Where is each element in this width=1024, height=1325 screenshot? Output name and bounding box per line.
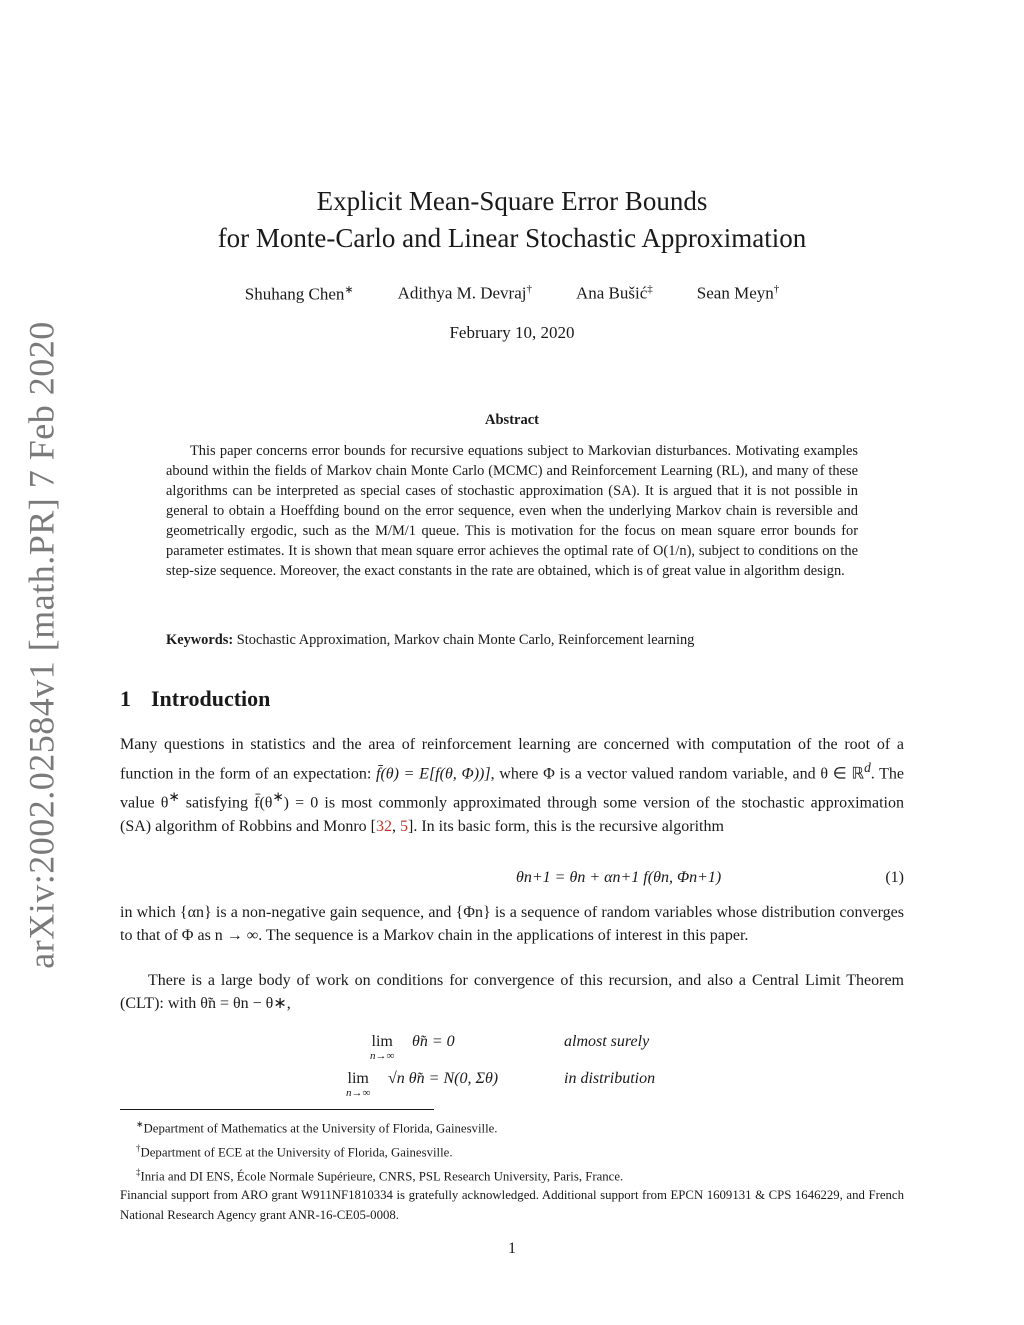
author bbox=[697, 283, 779, 305]
abstract-body: This paper concerns error bounds for recursive equations subject to Markovian disturbances. Motivating examples abound within the fields of Markov chain Monte Carlo (MCMC) and Reinforcement Learning (RL), and many of these algorithms can be interpreted as special cases of stochastic approximation (SA). It is argued that it is not possible in general to obtain a Hoeffding bound on the error sequence, even when the underlying Markov chain is reversible and geometrically ergodic, such as the M/M/1 queue. This is motivation for the focus on mean square error bounds for parameter estimates. It is shown that mean square error achieves the optimal rate of O(1/n), subject to conditions on the step-size sequence. Moreover, the exact constants in the rate are obtained, which is of great value in algorithm design. bbox=[166, 443, 858, 579]
footnote-text: Department of Mathematics at the University of Florida, Gainesville. bbox=[143, 1121, 498, 1136]
keywords-label: Keywords: bbox=[166, 632, 234, 648]
author-list bbox=[120, 283, 904, 305]
arxiv-identifier: arXiv:2002.02584v1 [math.PR] 7 Feb 2020 bbox=[21, 321, 62, 969]
limit-expression: √n θ̃n = N(0, Σθ) bbox=[388, 1070, 499, 1087]
equation-1 bbox=[120, 869, 904, 893]
equation-number: (1) bbox=[885, 869, 904, 886]
footnote-mark: ∗ bbox=[136, 1119, 144, 1129]
abstract-heading: Abstract bbox=[485, 412, 539, 428]
citation-link[interactable]: 32 bbox=[375, 817, 392, 835]
intro-paragraph-2: in which {αn} is a non-negative gain sequence, and {Φn} is a sequence of random variables whose distribution converges to that of Φ as n → ∞. The sequence is a Markov chain in the applications of interest in this paper. bbox=[120, 904, 904, 944]
paper-title bbox=[120, 183, 904, 257]
lim-text: lim bbox=[371, 1033, 393, 1050]
intro-paragraph-1 bbox=[120, 733, 904, 838]
footnote-mark: † bbox=[136, 1142, 141, 1153]
lim-subscript: n→∞ bbox=[370, 1050, 395, 1062]
lim-text: lim bbox=[347, 1070, 369, 1087]
intro-paragraph-3: There is a large body of work on conditions for convergence of this recursion, and also a Central Limit Theorem (CLT): with θ̃n = θn − θ∗, bbox=[120, 972, 904, 1012]
footnote-mark: ‡ bbox=[136, 1166, 141, 1177]
limit-operator bbox=[346, 1070, 370, 1098]
footnotes bbox=[120, 1115, 904, 1225]
author-name: Ana Bušić bbox=[575, 283, 648, 303]
limit-expression: θ̃n = 0 bbox=[412, 1033, 455, 1050]
text-run: ) = 0 is most commonly approximated through some version of the stochastic approximation (SA) algorithm of Robbins and Monro [ bbox=[120, 794, 904, 835]
text-run: , where Φ is a vector valued random variable, and θ ∈ ℝ bbox=[490, 765, 865, 783]
paper-date: February 10, 2020 bbox=[449, 323, 575, 342]
equation-formula: θn+1 = θn + αn+1 f(θn, Φn+1) bbox=[516, 869, 722, 886]
text-run: Many questions in statistics and the area of reinforcement learning are concerned with computation of the root of a function in the form of an expectation: bbox=[120, 736, 904, 783]
clt-display-equations bbox=[340, 1033, 740, 1103]
author-name: Shuhang Chen bbox=[244, 284, 345, 304]
limit-equation-almost-surely bbox=[340, 1033, 740, 1067]
author-mark: † bbox=[773, 283, 780, 295]
footnote-text: Department of ECE at the University of Florida, Gainesville. bbox=[140, 1145, 453, 1160]
math-superscript: d bbox=[864, 760, 871, 775]
footnote bbox=[120, 1163, 904, 1187]
title-line-1: Explicit Mean-Square Error Bounds bbox=[316, 186, 708, 216]
author-mark: ‡ bbox=[647, 283, 653, 295]
section-heading bbox=[120, 686, 270, 712]
keywords-text: Stochastic Approximation, Markov chain Monte Carlo, Reinforcement learning bbox=[236, 632, 695, 648]
keywords bbox=[166, 632, 858, 649]
section-title: Introduction bbox=[151, 686, 271, 711]
author bbox=[398, 283, 532, 305]
lim-subscript: n→∞ bbox=[346, 1087, 371, 1099]
footnote-rule bbox=[120, 1109, 434, 1110]
section-number: 1 bbox=[120, 686, 131, 711]
author-mark: ∗ bbox=[344, 284, 354, 296]
text-run: , bbox=[391, 817, 400, 835]
author bbox=[245, 283, 354, 305]
author-name: Adithya M. Devraj bbox=[397, 283, 527, 303]
author bbox=[576, 283, 653, 305]
math-superscript: ∗ bbox=[272, 789, 284, 805]
title-line-2: for Monte-Carlo and Linear Stochastic Approximation bbox=[217, 223, 807, 253]
author-name: Sean Meyn bbox=[696, 283, 774, 303]
limit-operator bbox=[370, 1033, 394, 1061]
footnote bbox=[120, 1139, 904, 1163]
arxiv-side-stamp bbox=[14, 321, 69, 969]
page-number: 1 bbox=[508, 1240, 516, 1257]
math-superscript: ∗ bbox=[168, 789, 180, 805]
text-run: ]. In its basic form, this is the recursive algorithm bbox=[407, 817, 724, 835]
limit-note: in distribution bbox=[564, 1070, 656, 1087]
math-expectation: f̄(θ) = E[f(θ, Φ))] bbox=[376, 765, 491, 783]
footnote bbox=[120, 1115, 904, 1139]
footnote-text: Inria and DI ENS, École Normale Supérieure, CNRS, PSL Research University, Paris, France. bbox=[140, 1168, 624, 1183]
limit-equation-in-distribution bbox=[340, 1070, 740, 1104]
limit-note: almost surely bbox=[564, 1033, 650, 1050]
text-run: satisfying f̄(θ bbox=[179, 794, 273, 812]
funding-note: Financial support from ARO grant W911NF1810334 is gratefully acknowledged. Additional support from EPCN 1609131 & CPS 1646229, and French National Research Agency grant ANR-16-CE05-0008. bbox=[120, 1188, 904, 1222]
author-mark: † bbox=[526, 283, 532, 295]
text-run: . The value θ bbox=[120, 765, 905, 812]
citation-link[interactable]: 5 bbox=[399, 817, 408, 835]
